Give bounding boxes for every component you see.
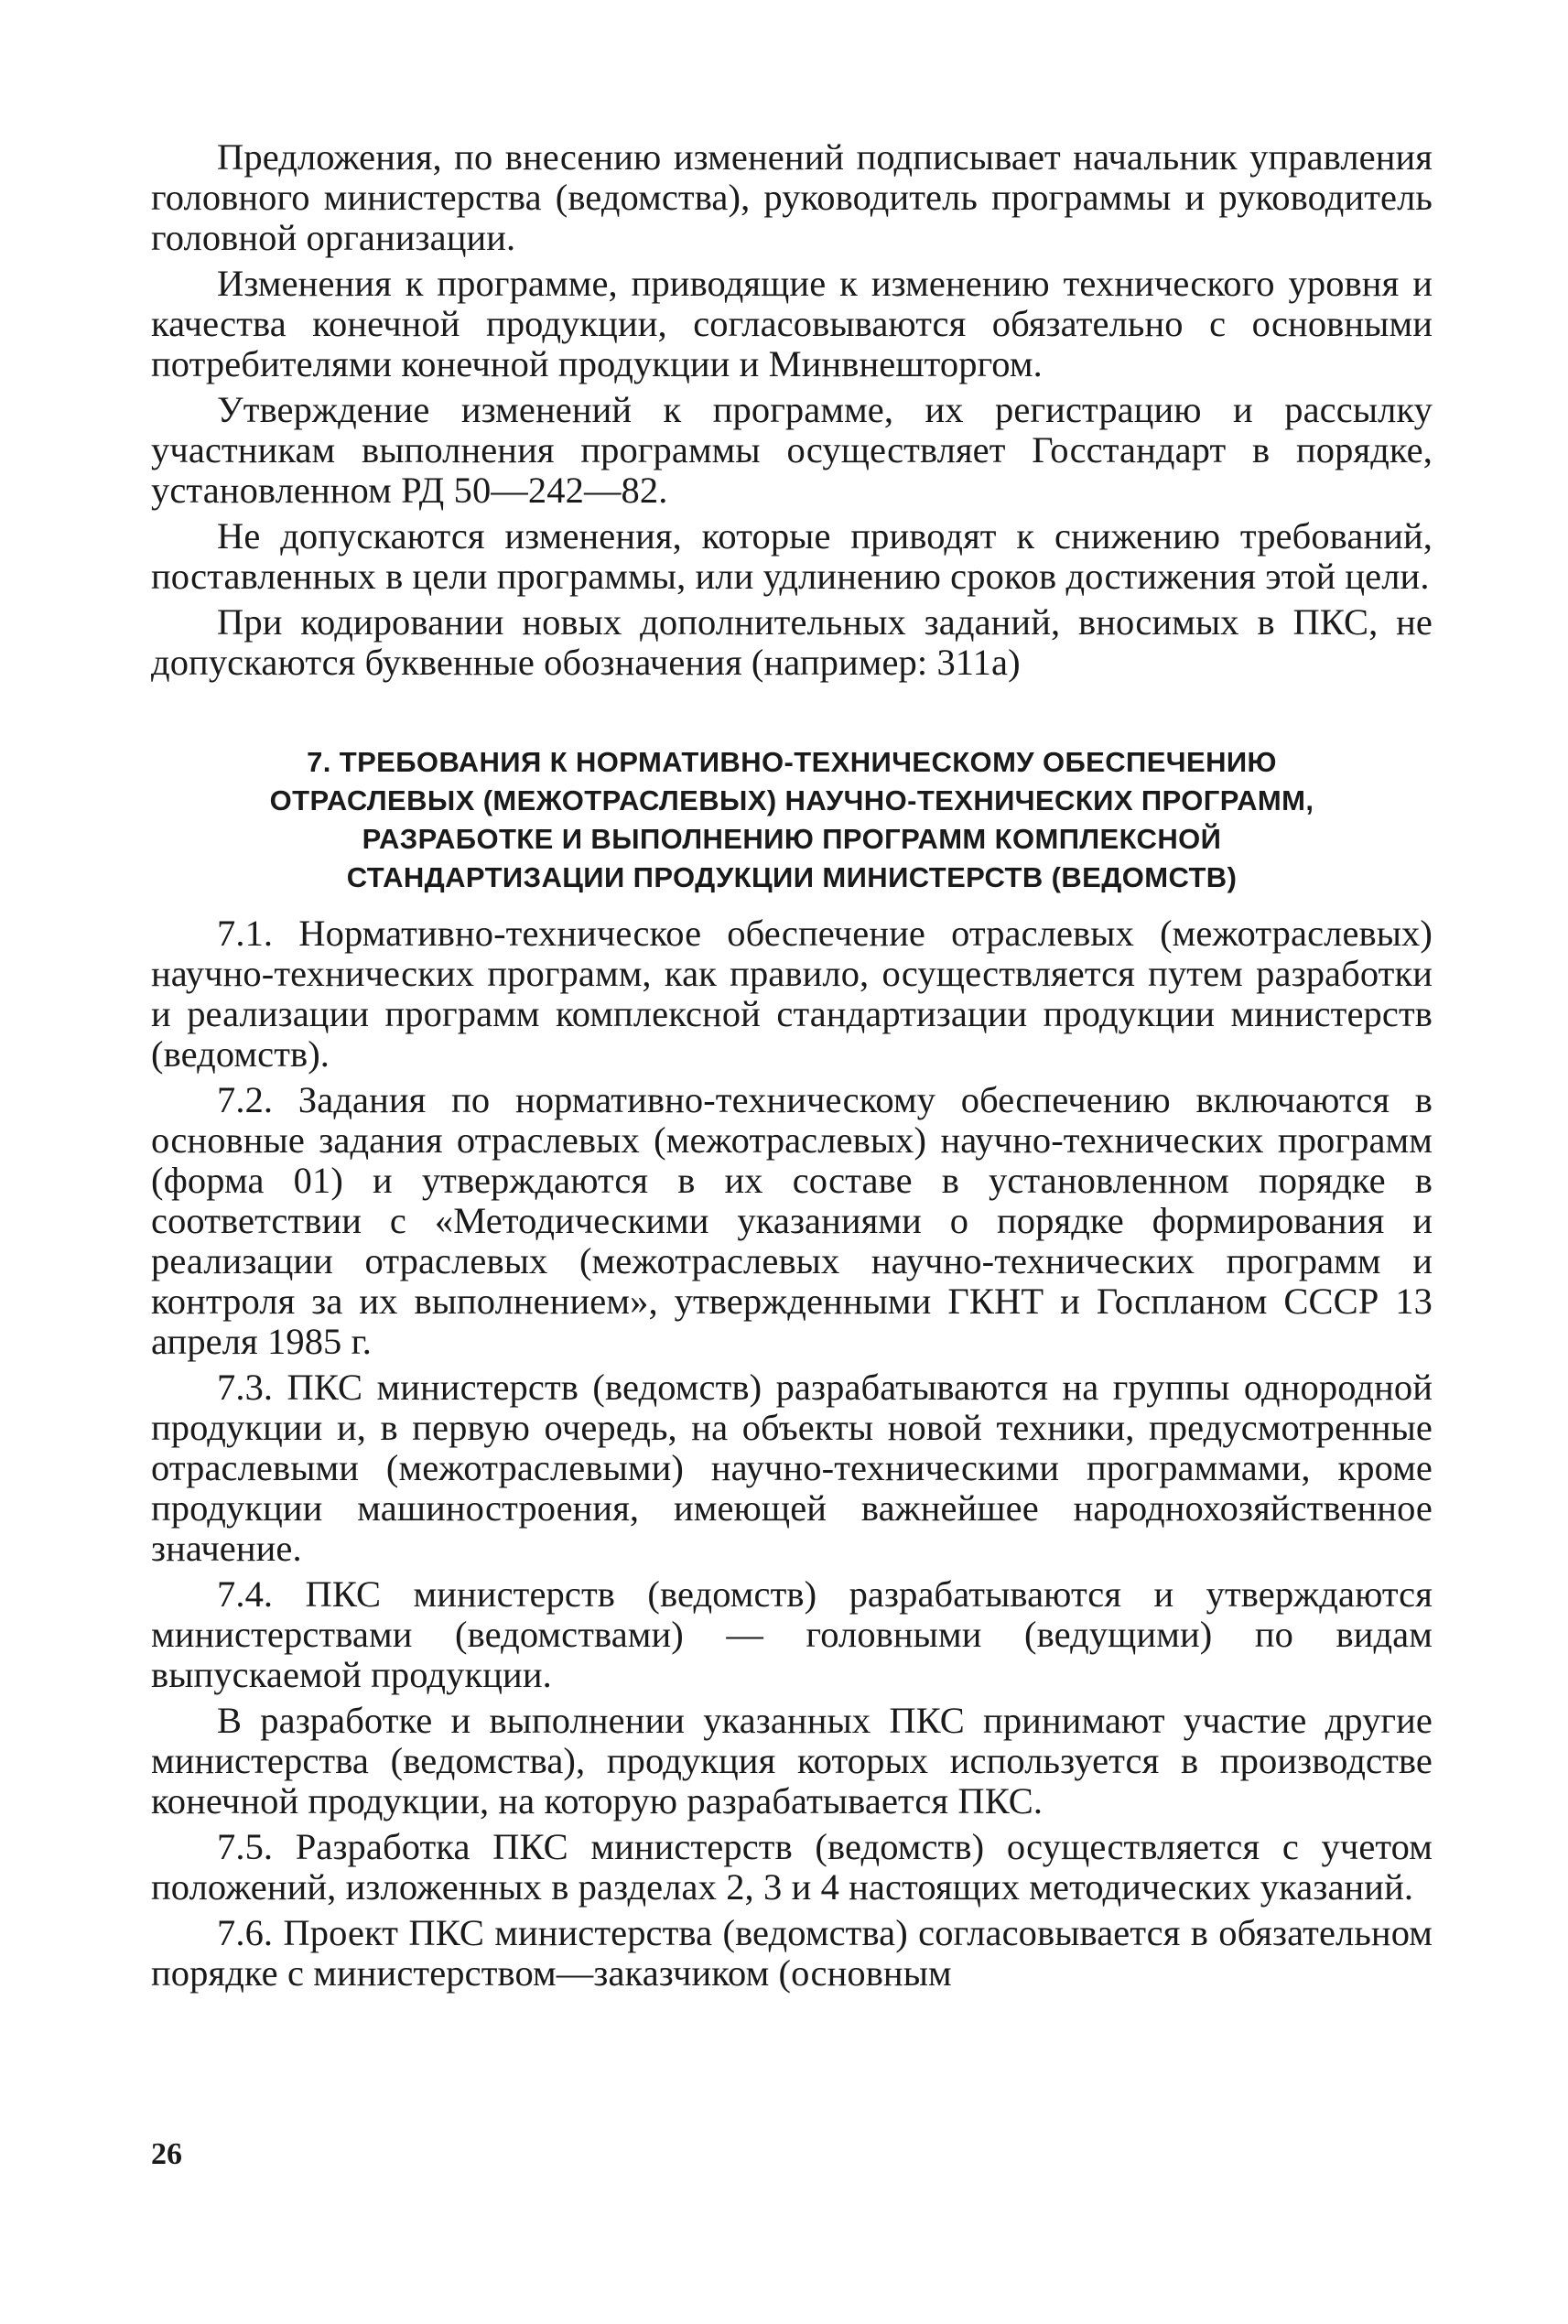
paragraph-proposals-signing: Предложения, по внесению изменений подписывает начальник управления головного министерства (ведомства), руководитель программы и руководитель головной организации. xyxy=(151,136,1433,258)
section-heading-line: СТАНДАРТИЗАЦИИ ПРОДУКЦИИ МИНИСТЕРСТВ (ВЕДОМСТВ) xyxy=(346,861,1238,893)
paragraph-7-5: 7.5. Разработка ПКС министерств (ведомств) осуществляется с учетом положений, изложенных в разделах 2, 3 и 4 настоящих методических указаний. xyxy=(151,1826,1433,1908)
page-number: 26 xyxy=(151,2137,182,2171)
section-heading xyxy=(151,743,1433,897)
paragraph-task-coding: При кодировании новых дополнительных заданий, вносимых в ПКС, не допускаются буквенные обозначения (например: 311а) xyxy=(151,601,1433,683)
paragraph-7-2: 7.2. Задания по нормативно-техническому обеспечению включаются в основные задания отраслевых (межотраслевых) научно-технических программ (форма 01) и утверждаются в их составе в установленном порядке в соответствии с «Методическими указаниями о порядке формирования и реализации отраслевых (межотраслевых научно-технических программ и контроля за их выполнением», утвержденными ГКНТ и Госпланом СССР 13 апреля 1985 г. xyxy=(151,1079,1433,1362)
paragraph-changes-agreement: Изменения к программе, приводящие к изменению технического уровня и качества конечной продукции, согласовываются обязательно с основными потребителями конечной продукции и Минвнешторгом. xyxy=(151,263,1433,384)
section-heading-line: 7. ТРЕБОВАНИЯ К НОРМАТИВНО-ТЕХНИЧЕСКОМУ ОБЕСПЕЧЕНИЮ xyxy=(307,746,1277,778)
paragraph-7-4: 7.4. ПКС министерств (ведомств) разрабатываются и утверждаются министерствами (ведомствами) — головными (ведущими) по видам выпускаемой продукции. xyxy=(151,1573,1433,1695)
document-page xyxy=(151,137,1433,1999)
paragraph-changes-restrictions: Не допускаются изменения, которые приводят к снижению требований, поставленных в цели программы, или удлинению сроков достижения этой цели. xyxy=(151,515,1433,597)
section-heading-line: РАЗРАБОТКЕ И ВЫПОЛНЕНИЮ ПРОГРАММ КОМПЛЕКСНОЙ xyxy=(362,823,1222,855)
paragraph-7-3: 7.3. ПКС министерств (ведомств) разрабатываются на группы однородной продукции и, в первую очередь, на объекты новой техники, предусмотренные отраслевыми (межотраслевыми) научно-техническими программами, кроме продукции машиностроения, имеющей важнейшее народнохозяйственное значение. xyxy=(151,1367,1433,1569)
paragraph-7-1: 7.1. Нормативно-техническое обеспечение отраслевых (межотраслевых) научно-технических программ, как правило, осуществляется путем разработки и реализации программ комплексной стандартизации продукции министерств (ведомств). xyxy=(151,913,1433,1075)
section-heading-line: ОТРАСЛЕВЫХ (МЕЖОТРАСЛЕВЫХ) НАУЧНО-ТЕХНИЧЕСКИХ ПРОГРАММ, xyxy=(269,784,1314,816)
paragraph-7-4-participants: В разработке и выполнении указанных ПКС принимают участие другие министерства (ведомства), продукция которых используется в производстве конечной продукции, на которую разрабатывается ПКС. xyxy=(151,1700,1433,1821)
paragraph-changes-approval: Утверждение изменений к программе, их регистрацию и рассылку участникам выполнения программы осуществляет Госстандарт в порядке, установленном РД 50—242—82. xyxy=(151,389,1433,511)
paragraph-7-6: 7.6. Проект ПКС министерства (ведомства) согласовывается в обязательном порядке с министерством—заказчиком (основным xyxy=(151,1912,1433,1994)
